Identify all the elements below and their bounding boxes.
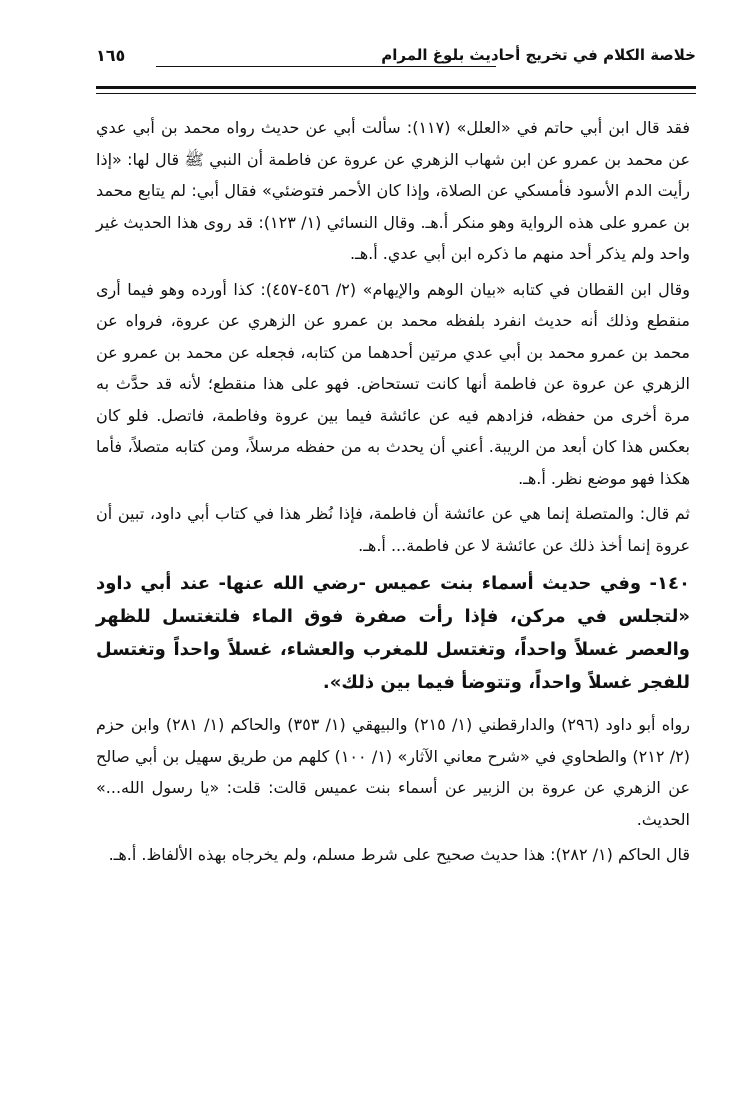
paragraph-ibn-al-qattan: وقال ابن القطان في كتابه «بيان الوهم والإيهام» (٢/ ٤٥٦-٤٥٧): كذا أورده وهو فيما أرى منقطع وذلك أنه حديث انفرد بلفظه محمد بن عمرو عن الزهري عن عروة، فرواه عن محمد بن عمرو محمد بن أبي عدي مرتين أحدهما من كتابه، فجعله عن محمد بن عمرو عن الزهري عن عروة عن فاطمة أنها كانت تستحاض. فهو على هذا منقطع؛ لأنه قد حدَّث به مرة أخرى من حفظه، فزادهم فيه عن عائشة فيما بين عروة وفاطمة، فاتصل. فلو كان بعكس هذا كان أبعد من الريبة. أعني أن يحدث به من حفظه مرسلاً، ومن كتابه متصلاً، فأما هكذا فهو موضع نظر. أ.هـ.	[96, 279, 691, 488]
paragraph-takhrij: رواه أبو داود (٢٩٦) والدارقطني (١/ ٢١٥) والبيهقي (١/ ٣٥٣) والحاكم (١/ ٢٨١) وابن حزم (٢/ ٢١٢) والطحاوي في «شرح معاني الآثار» (١/ ١٠٠) كلهم من طريق سهيل بن أبي صالح عن الزهري عن عروة بن الزبير عن أسماء بنت عميس قالت: قلت: «يا رسول الله...» الحديث.	[96, 715, 690, 829]
header-title: خلاصة الكلام في تخريج أحاديث بلوغ المرام	[381, 46, 696, 64]
hadith-140: ١٤٠- وفي حديث أسماء بنت عميس -رضي الله عنها- عند أبي داود «لتجلس في مركن، فإذا رأت صفرة فوق الماء فلتغتسل للظهر والعصر غسلاً واحداً، وتغتسل للمغرب والعشاء، غسلاً واحداً وتغتسل للفجر غسلاً واحداً، وتتوضأ فيما بين ذلك».	[96, 573, 690, 693]
body-text	[96, 112, 690, 875]
paragraph-ibn-abi-hatim: فقد قال ابن أبي حاتم في «العلل» (١١٧): سألت أبي عن حديث رواه محمد بن أبي عدي عن محمد بن عمرو عن ابن شهاب الزهري عن عروة عن فاطمة أن النبي ﷺ قال لها: «إذا رأيت الدم الأسود فأمسكي عن الصلاة، وإذا كان الأحمر فتوضئي» فقال أبي: لم يتابع محمد بن عمرو على هذه الرواية وهو منكر أ.هـ. وقال النسائي (١/ ١٢٣): قد روى هذا الحديث غير واحد ولم يذكر أحد منهم ما ذكره ابن أبي عدي. أ.هـ.	[96, 118, 690, 263]
paragraph-hakim: قال الحاكم (١/ ٢٨٢): هذا حديث صحيح على شرط مسلم، ولم يخرجاه بهذه الألفاظ. أ.هـ.	[108, 845, 690, 864]
commentary-block	[96, 112, 690, 561]
header-rule-thin	[96, 93, 696, 94]
running-header	[96, 44, 696, 78]
paragraph-continuation: ثم قال: والمتصلة إنما هي عن عائشة أن فاطمة، فإذا نُظر هذا في كتاب أبي داود، تبين أن عروة إنما أخذ ذلك عن عائشة لا عن فاطمة... أ.هـ.	[96, 504, 690, 555]
header-rule-thick	[96, 86, 696, 89]
header-line	[156, 66, 496, 67]
page-number: ١٦٥	[96, 46, 126, 65]
